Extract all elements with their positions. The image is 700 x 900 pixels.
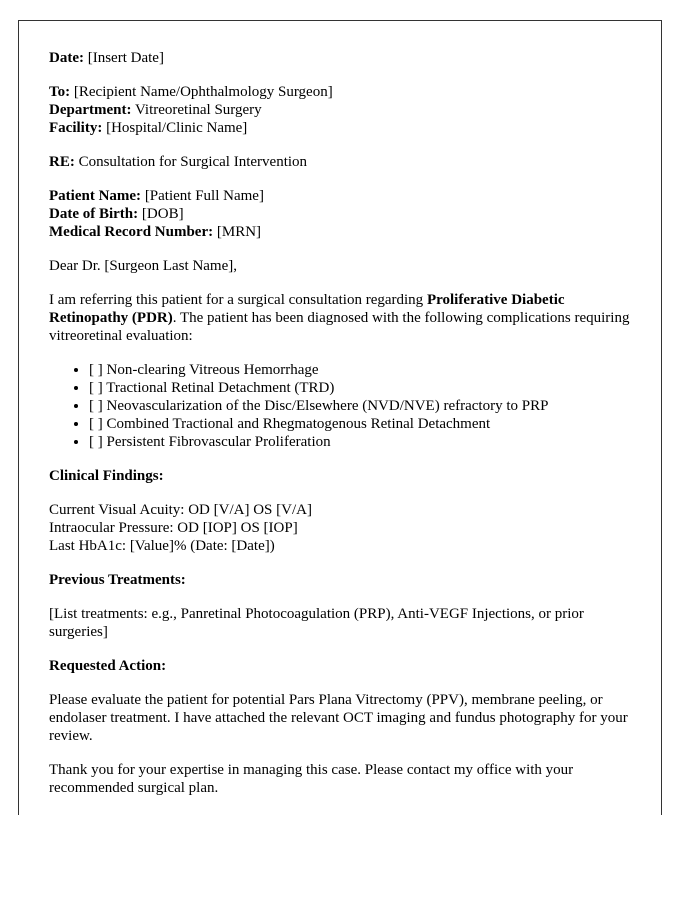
intro-text: I am referring this patient for a surgical consultation regarding	[49, 292, 427, 308]
requested-heading	[49, 657, 631, 675]
intro-paragraph	[49, 291, 631, 345]
closing-paragraph: Thank you for your expertise in managing this case. Please contact my office with your recommended surgical plan.	[49, 762, 574, 796]
patient-name-value: [Patient Full Name]	[144, 188, 264, 204]
salutation: Dear Dr. [Surgeon Last Name],	[49, 258, 237, 274]
mrn-value: [MRN]	[216, 224, 262, 240]
diagnosis: Proliferative Diabetic Retinopathy (PDR)	[49, 292, 565, 326]
dob-value: [DOB]	[141, 206, 184, 222]
re-line	[49, 153, 631, 171]
facility-value: [Hospital/Clinic Name]	[106, 120, 248, 136]
visual-acuity: Current Visual Acuity: OD [V/A] OS [V/A]	[49, 502, 312, 518]
date-label: Date:	[49, 50, 84, 66]
intraocular-pressure: Intraocular Pressure: OD [IOP] OS [IOP]	[49, 520, 298, 536]
facility-label: Facility:	[49, 120, 103, 136]
list-item: • [ ] Combined Tractional and Rhegmatogenous Retinal Detachment	[89, 415, 631, 433]
requested-heading-text: Requested Action:	[49, 658, 167, 674]
re-value: Consultation for Surgical Intervention	[78, 154, 308, 170]
list-item: • [ ] Persistent Fibrovascular Proliferation	[89, 433, 631, 451]
to-value: [Recipient Name/Ophthalmology Surgeon]	[73, 84, 333, 100]
patient-name-label: Patient Name:	[49, 188, 142, 204]
previous-heading	[49, 571, 631, 589]
hba1c: Last HbA1c: [Value]% (Date: [Date])	[49, 538, 275, 554]
patient-block	[49, 187, 631, 241]
date-line	[49, 49, 631, 67]
list-item: • [ ] Tractional Retinal Detachment (TRD)	[89, 379, 631, 397]
department-label: Department:	[49, 102, 132, 118]
department-value: Vitreoretinal Surgery	[134, 102, 262, 118]
dob-label: Date of Birth:	[49, 206, 139, 222]
date-value: [Insert Date]	[87, 50, 164, 66]
referral-letter	[18, 20, 662, 815]
list-item: • [ ] Non-clearing Vitreous Hemorrhage	[89, 361, 631, 379]
requested-action: Please evaluate the patient for potential Pars Plana Vitrectomy (PPV), membrane peeling, or endolaser treatment. I have attached the relevant OCT imaging and fundus photography for your review.	[49, 692, 628, 744]
list-item: • [ ] Neovascularization of the Disc/Elsewhere (NVD/NVE) refractory to PRP	[89, 397, 631, 415]
to-label: To:	[49, 84, 71, 100]
complications-list	[49, 361, 631, 451]
previous-heading-text: Previous Treatments:	[49, 572, 186, 588]
re-label: RE:	[49, 154, 75, 170]
recipient-block	[49, 83, 631, 137]
clinical-findings	[49, 501, 631, 555]
clinical-heading-text: Clinical Findings:	[49, 468, 164, 484]
previous-treatments: [List treatments: e.g., Panretinal Photocoagulation (PRP), Anti-VEGF Injections, or prior surgeries]	[49, 606, 584, 640]
mrn-label: Medical Record Number:	[49, 224, 214, 240]
clinical-heading	[49, 467, 631, 485]
intro-text-end: . The patient has been diagnosed with the following complications requiring vitreoretinal evaluation:	[49, 310, 630, 344]
